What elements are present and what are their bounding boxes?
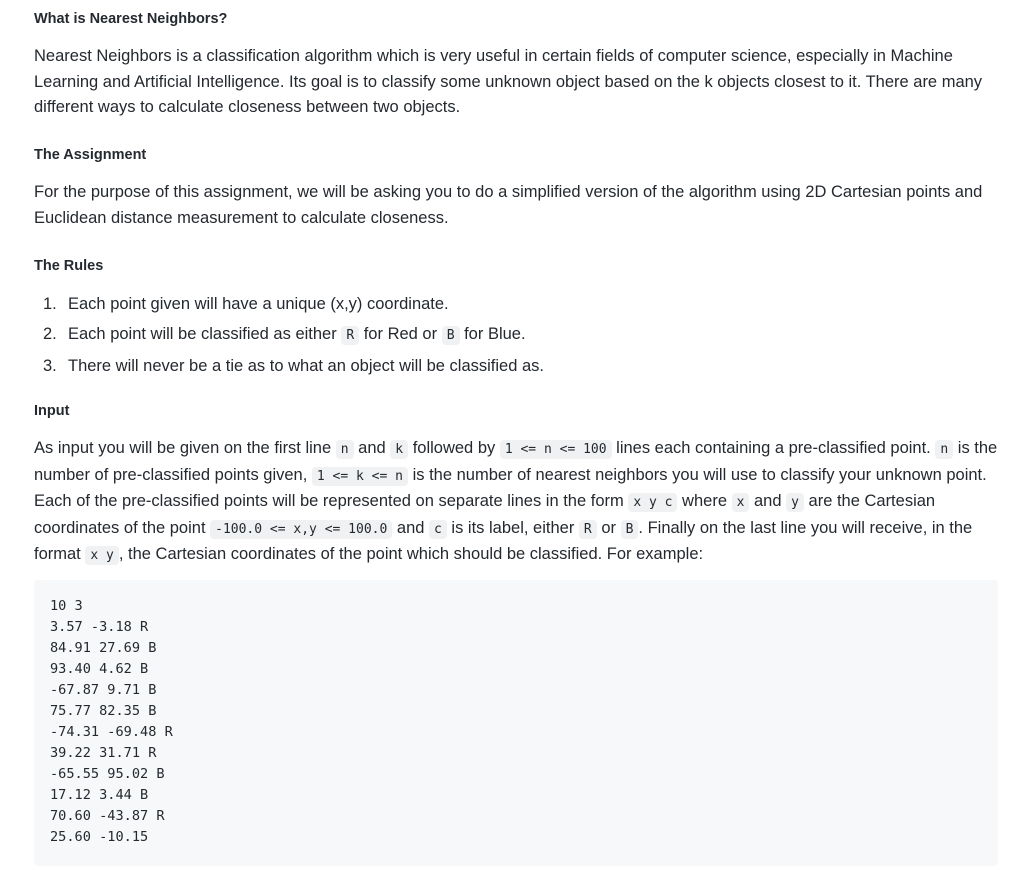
input-paragraph: As input you will be given on the first line n and k followed by 1 <= n <= 100 lines each containing a pre-classified point. n is the number of pre-classified points given, 1 <= k <= n is the number of nearest neighbors you will use to classify your unknown point. Each of the pre-classified points will be represented on separate lines in the form x y c where x and y are the Cartesian coordinates of the point -100.0 <= x,y <= 100.0 and c is its label, either R or B . Finally on the last line you will receive, in the format x y , the Cartesian coordinates of the point which should be classified. For example: <box>34 439 998 563</box>
section-title-assignment: The Assignment <box>34 147 147 163</box>
list-item: 3. There will never be a tie as to what an object will be classified as. <box>43 357 544 375</box>
code-line: 17.12 3.44 B <box>50 787 149 803</box>
inline-code: n <box>935 440 953 459</box>
code-line: 93.40 4.62 B <box>50 661 149 677</box>
code-line: 39.22 31.71 R <box>50 745 157 761</box>
code-line: -74.31 -69.48 R <box>50 724 173 740</box>
inline-code: R <box>341 326 359 345</box>
inline-code: k <box>390 440 408 459</box>
inline-code: c <box>429 520 447 539</box>
code-line: 3.57 -3.18 R <box>50 619 149 635</box>
inline-code: 1 <= k <= n <box>312 467 408 486</box>
code-line: 84.91 27.69 B <box>50 640 157 656</box>
section-title-what-is-nn: What is Nearest Neighbors? <box>34 11 228 27</box>
code-line: 10 3 <box>50 598 83 614</box>
assignment-paragraph: For the purpose of this assignment, we will be asking you to do a simplified version of the algorithm using 2D Cartesian points and Euclidean distance measurement to calculate closeness. <box>34 183 983 227</box>
inline-code: y <box>786 493 804 512</box>
inline-code: -100.0 <= x,y <= 100.0 <box>210 520 392 539</box>
inline-code: x <box>732 493 750 512</box>
section-title-input: Input <box>34 403 70 419</box>
rules-list <box>34 289 1000 381</box>
inline-code: B <box>621 520 639 539</box>
inline-code: x y <box>85 546 118 565</box>
list-item: 1. Each point given will have a unique (x,y) coordinate. <box>43 295 449 313</box>
inline-code: x y c <box>628 493 677 512</box>
inline-code: B <box>442 326 460 345</box>
intro-paragraph: Nearest Neighbors is a classification algorithm which is very useful in certain fields of computer science, especially in Machine Learning and Artificial Intelligence. Its goal is to classify some unknown object based on the k objects closest to it. There are many different ways to calculate closeness between two objects. <box>34 47 983 116</box>
inline-code: 1 <= n <= 100 <box>500 440 612 459</box>
list-item: 2. Each point will be classified as either R for Red or B for Blue. <box>43 325 526 343</box>
inline-code: R <box>579 520 597 539</box>
example-code-block <box>34 580 998 866</box>
code-line: 25.60 -10.15 <box>50 829 149 845</box>
inline-code: n <box>336 440 354 459</box>
section-title-rules: The Rules <box>34 258 104 274</box>
code-line: -65.55 95.02 B <box>50 766 165 782</box>
code-line: 70.60 -43.87 R <box>50 808 165 824</box>
code-line: 75.77 82.35 B <box>50 703 157 719</box>
code-line: -67.87 9.71 B <box>50 682 157 698</box>
